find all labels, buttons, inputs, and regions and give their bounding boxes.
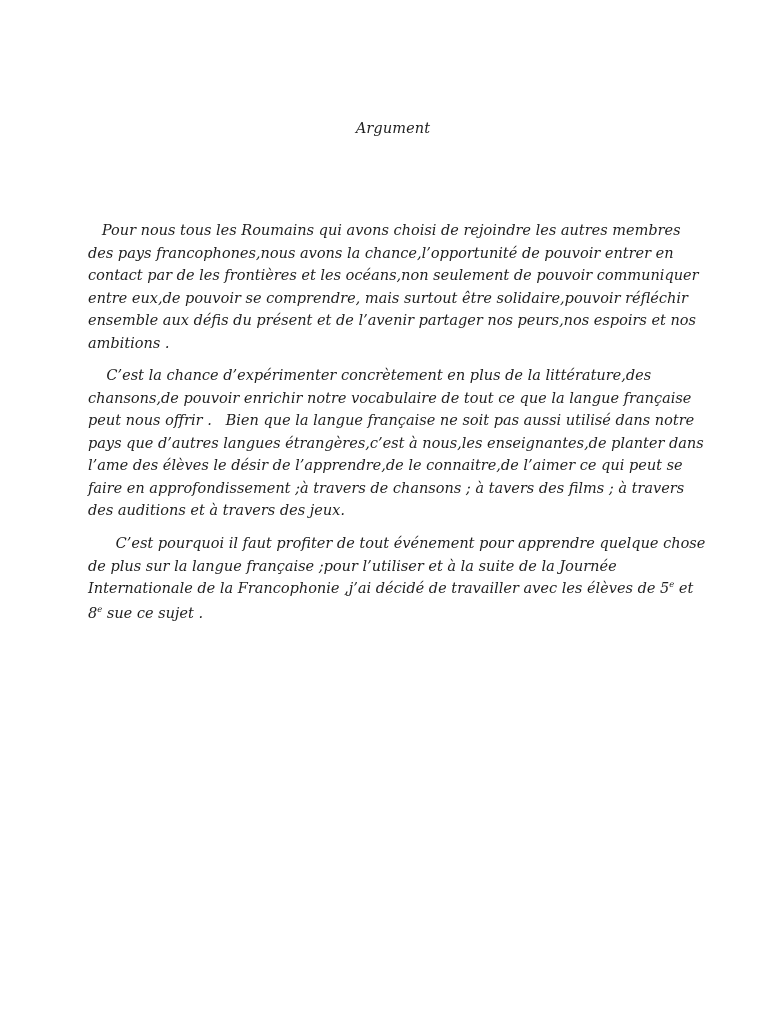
text-line: entre eux,de pouvoir se comprendre, mais surtout être solidaire,pouvoir réfléchir — [88, 290, 688, 307]
text-segment: Internationale de la Francophonie ,j’ai décidé de travailler avec les élèves de 5 — [88, 581, 670, 597]
text-line — [88, 603, 686, 628]
paragraph-1 — [88, 220, 699, 355]
superscript: e — [669, 580, 675, 590]
text-line: C’est la chance d’expérimenter concrètement en plus de la littérature,des — [88, 368, 652, 384]
paragraph-3 — [88, 533, 706, 627]
text-line: ensemble aux défis du présent et de l’avenir partager nos peurs,nos espoirs et nos — [88, 313, 696, 329]
text-line: pays que d’autres langues étrangères,c’est à nous,les enseignantes,de planter dans — [88, 435, 704, 452]
text-line: ambitions . — [88, 335, 170, 352]
document-title: Argument — [355, 121, 431, 137]
text-line: chansons,de pouvoir enrichir notre vocabulaire de tout ce que la langue française — [88, 390, 692, 407]
text-line: peut nous offrir . Bien que la langue française ne soit pas aussi utilisé dans notre — [88, 413, 695, 429]
text-line: faire en approfondissement ;à travers de chansons ; à tavers des films ; à travers — [88, 480, 685, 497]
text-line: des auditions et à travers des jeux. — [88, 503, 345, 519]
text-line — [88, 578, 694, 603]
text-line: de plus sur la langue française ;pour l’utiliser et à la suite de la Journée — [88, 558, 617, 575]
text-line: Pour nous tous les Roumains qui avons choisi de rejoindre les autres membres — [88, 223, 681, 239]
text-segment: sue ce sujet . — [102, 605, 204, 622]
text-line: contact par de les frontières et les océans,non seulement de pouvoir communiquer — [88, 268, 699, 284]
text-line: l’ame des élèves le désir de l’apprendre,de le connaitre,de l’aimer ce qui peut se — [88, 458, 683, 474]
text-segment: et — [674, 581, 694, 597]
text-line: des pays francophones,nous avons la chance,l’opportunité de pouvoir entrer en — [88, 245, 674, 262]
text-segment: 8 — [88, 605, 98, 622]
superscript: e — [97, 604, 103, 615]
paragraph-2 — [88, 365, 704, 523]
text-line: C’est pourquoi il faut profiter de tout événement pour apprendre quelque chose — [88, 536, 706, 552]
